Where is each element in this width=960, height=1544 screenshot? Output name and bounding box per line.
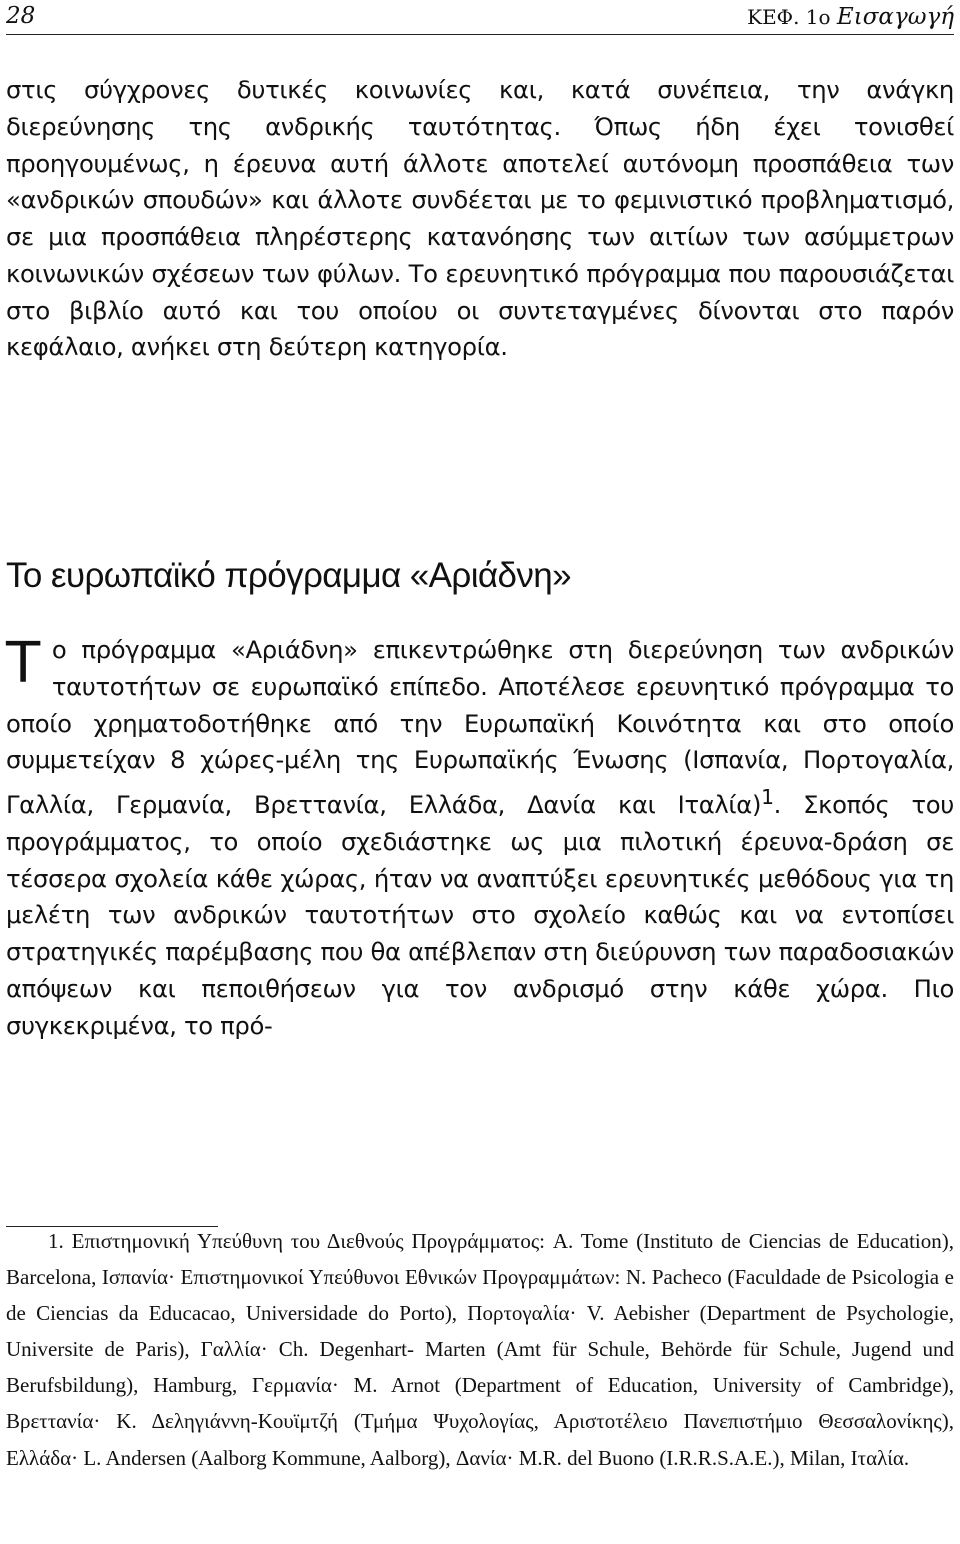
section-body-part1: ο πρόγραμμα «Αριάδνη» επικεντρώθηκε στη διερεύνηση των ανδρικών ταυτοτήτων σε ευρωπαϊκό επίπεδο. Αποτέλεσε ερευνητικό πρόγραμμα το οποίο χρηματοδοτήθηκε από την Ευρωπαϊκή Κοινότητα και στο οποίο συμμετείχαν 8 χώρες-μέλη της Ευρωπαϊκής Ένωσης (Ισπανία, Πορτογαλία, Γαλλία, Γερμανία, Βρεττανία, Ελλάδα, Δανία και Ιταλία) <box>6 635 954 820</box>
section-body <box>6 632 954 1044</box>
footnote-reference: 1 <box>761 785 774 809</box>
drop-cap: Τ <box>6 631 40 696</box>
intro-paragraph: στις σύγχρονες δυτικές κοινωνίες και, κατά συνέπεια, την ανάγκη διερεύνησης της ανδρικής ταυτότητας. Όπως ήδη έχει τονισθεί προηγουμένως, η έρευνα αυτή άλλοτε αποτελεί αυτόνομη προσπάθεια των «ανδρικών σπουδών» και άλλοτε συνδέεται με το φεμινιστικό προβληματισμό, σε μια προσπάθεια πληρέστερης κατανόησης των αιτίων των ασύμμετρων κοινωνικών σχέσεων των φύλων. Το ερευνητικό πρόγραμμα που παρουσιάζεται στο βιβλίο αυτό και του οποίου οι συντεταγμένες δίνονται στο παρόν κεφάλαιο, ανήκει στη δεύτερη κατηγορία. <box>6 75 954 362</box>
section-heading: Το ευρωπαϊκό πρόγραμμα «Αριάδνη» <box>6 556 572 595</box>
page-header <box>6 0 954 35</box>
chapter-title: Εισαγωγή <box>836 4 954 30</box>
running-head <box>747 4 954 30</box>
footnote: 1. Επιστημονική Υπεύθυνη του Διεθνούς Προγράμματος: A. Tome (Instituto de Ciencias de Education), Barcelona, Ισπανία· Επιστημονικοί Υπεύθυνοι Εθνικών Προγραμμάτων: N. Pacheco (Faculdade de Psicologia e de Ciencias da Educacao, Universidade do Porto), Πορτογαλία· V. Aebisher (Department de Psychologie, Universite de Paris), Γαλλία· Ch. Degenhart- Marten (Amt für Schule, Behörde für Schule, Jugend und Berufsbildung), Hamburg, Γερμανία· M. Arnot (Department of Education, University of Cambridge), Βρεττανία· Κ. Δεληγιάννη-Κουϊμτζή (Τμήμα Ψυχολογίας, Αριστοτέλειο Πανεπιστήμιο Θεσσαλονίκης), Ελλάδα· L. Andersen (Aalborg Kommune, Aalborg), Δανία· M.R. del Buono (I.R.R.S.A.E.), Milan, Ιταλία. <box>6 1229 954 1470</box>
chapter-label: ΚΕΦ. 1ο <box>747 5 831 29</box>
section-body-part2: . Σκοπός του προγράμματος, το οποίο σχεδιάστηκε ως μια πιλοτική έρευνα-δράση σε τέσσερα σχολεία κάθε χώρας, ήταν να αναπτύξει ερευνητικές μεθόδους για τη μελέτη των ανδρικών ταυτοτήτων στο σχολείο καθώς και να εντοπίσει στρατηγικές παρέμβασης που θα απέβλεπαν στη διεύρυνση των παραδοσιακών απόψεων και πεποιθήσεων για τον ανδρισμό στην κάθε χώρα. Πιο συγκεκριμένα, το πρό- <box>6 790 955 1040</box>
page-number: 28 <box>6 3 36 29</box>
